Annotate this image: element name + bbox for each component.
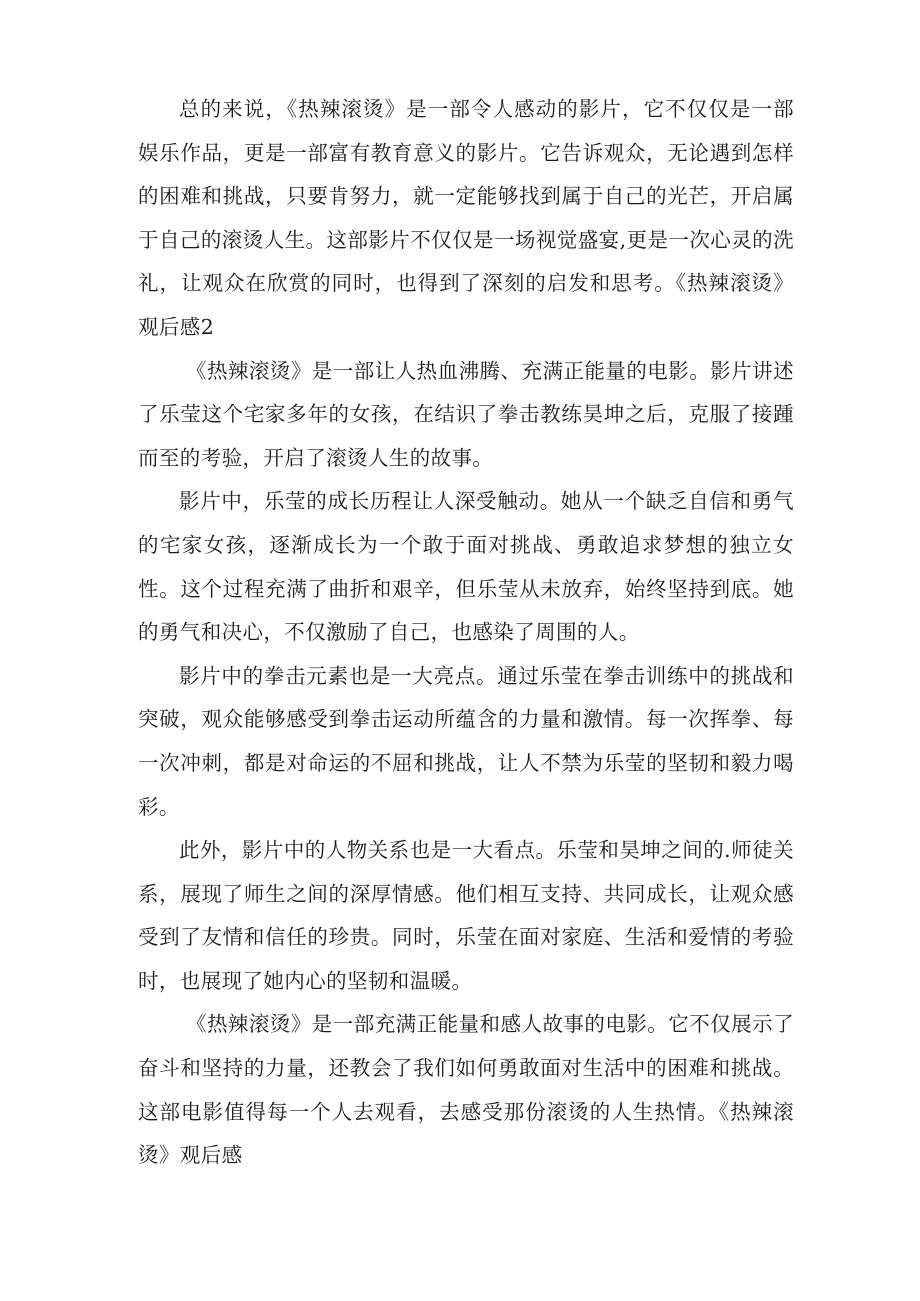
paragraph-intro: 《热辣滚烫》是一部让人热血沸腾、充满正能量的电影。影片讲述了乐莹这个宅家多年的女孩，在结识了拳击教练昊坤之后，克服了接踵而至的考验，开启了滚烫人生的故事。	[138, 358, 794, 470]
paragraph-boxing: 影片中的拳击元素也是一大亮点。通过乐莹在拳击训练中的挑战和突破，观众能够感受到拳击运动所蕴含的力量和激情。每一次挥拳、每一次冲刺，都是对命运的不屈和挑战，让人不禁为乐莹的坚韧和毅力喝彩。	[138, 663, 794, 819]
paragraph-relationships: 此外，影片中的人物关系也是一大看点。乐莹和昊坤之间的.师徒关系，展现了师生之间的深厚情感。他们相互支持、共同成长，让观众感受到了友情和信任的珍贵。同时，乐莹在面对家庭、生活和爱情的考验时，也展现了她内心的坚韧和温暖。	[138, 838, 794, 993]
paragraph-growth: 影片中，乐莹的成长历程让人深受触动。她从一个缺乏自信和勇气的宅家女孩，逐渐成长为一个敢于面对挑战、勇敢追求梦想的独立女性。这个过程充满了曲折和艰辛，但乐莹从未放弃，始终坚持到底。她的勇气和决心，不仅激励了自己，也感染了周围的人。	[138, 489, 794, 645]
paragraph-summary: 《热辣滚烫》是一部充满正能量和感人故事的电影。它不仅展示了奋斗和坚持的力量，还教会了我们如何勇敢面对生活中的困难和挑战。这部电影值得每一个人去观看，去感受那份滚烫的人生热情。《热辣滚烫》观后感	[138, 1012, 794, 1168]
document-body	[138, 88, 794, 1178]
paragraph-conclusion: 总的来说，《热辣滚烫》是一部令人感动的影片，它不仅仅是一部娱乐作品，更是一部富有教育意义的影片。它告诉观众，无论遇到怎样的困难和挑战，只要肯努力，就一定能够找到属于自己的光芒，开启属于自己的滚烫人生。这部影片不仅仅是一场视觉盛宴,更是一次心灵的洗礼，让观众在欣赏的同时，也得到了深刻的启发和思考。《热辣滚烫》观后感2	[138, 97, 794, 339]
